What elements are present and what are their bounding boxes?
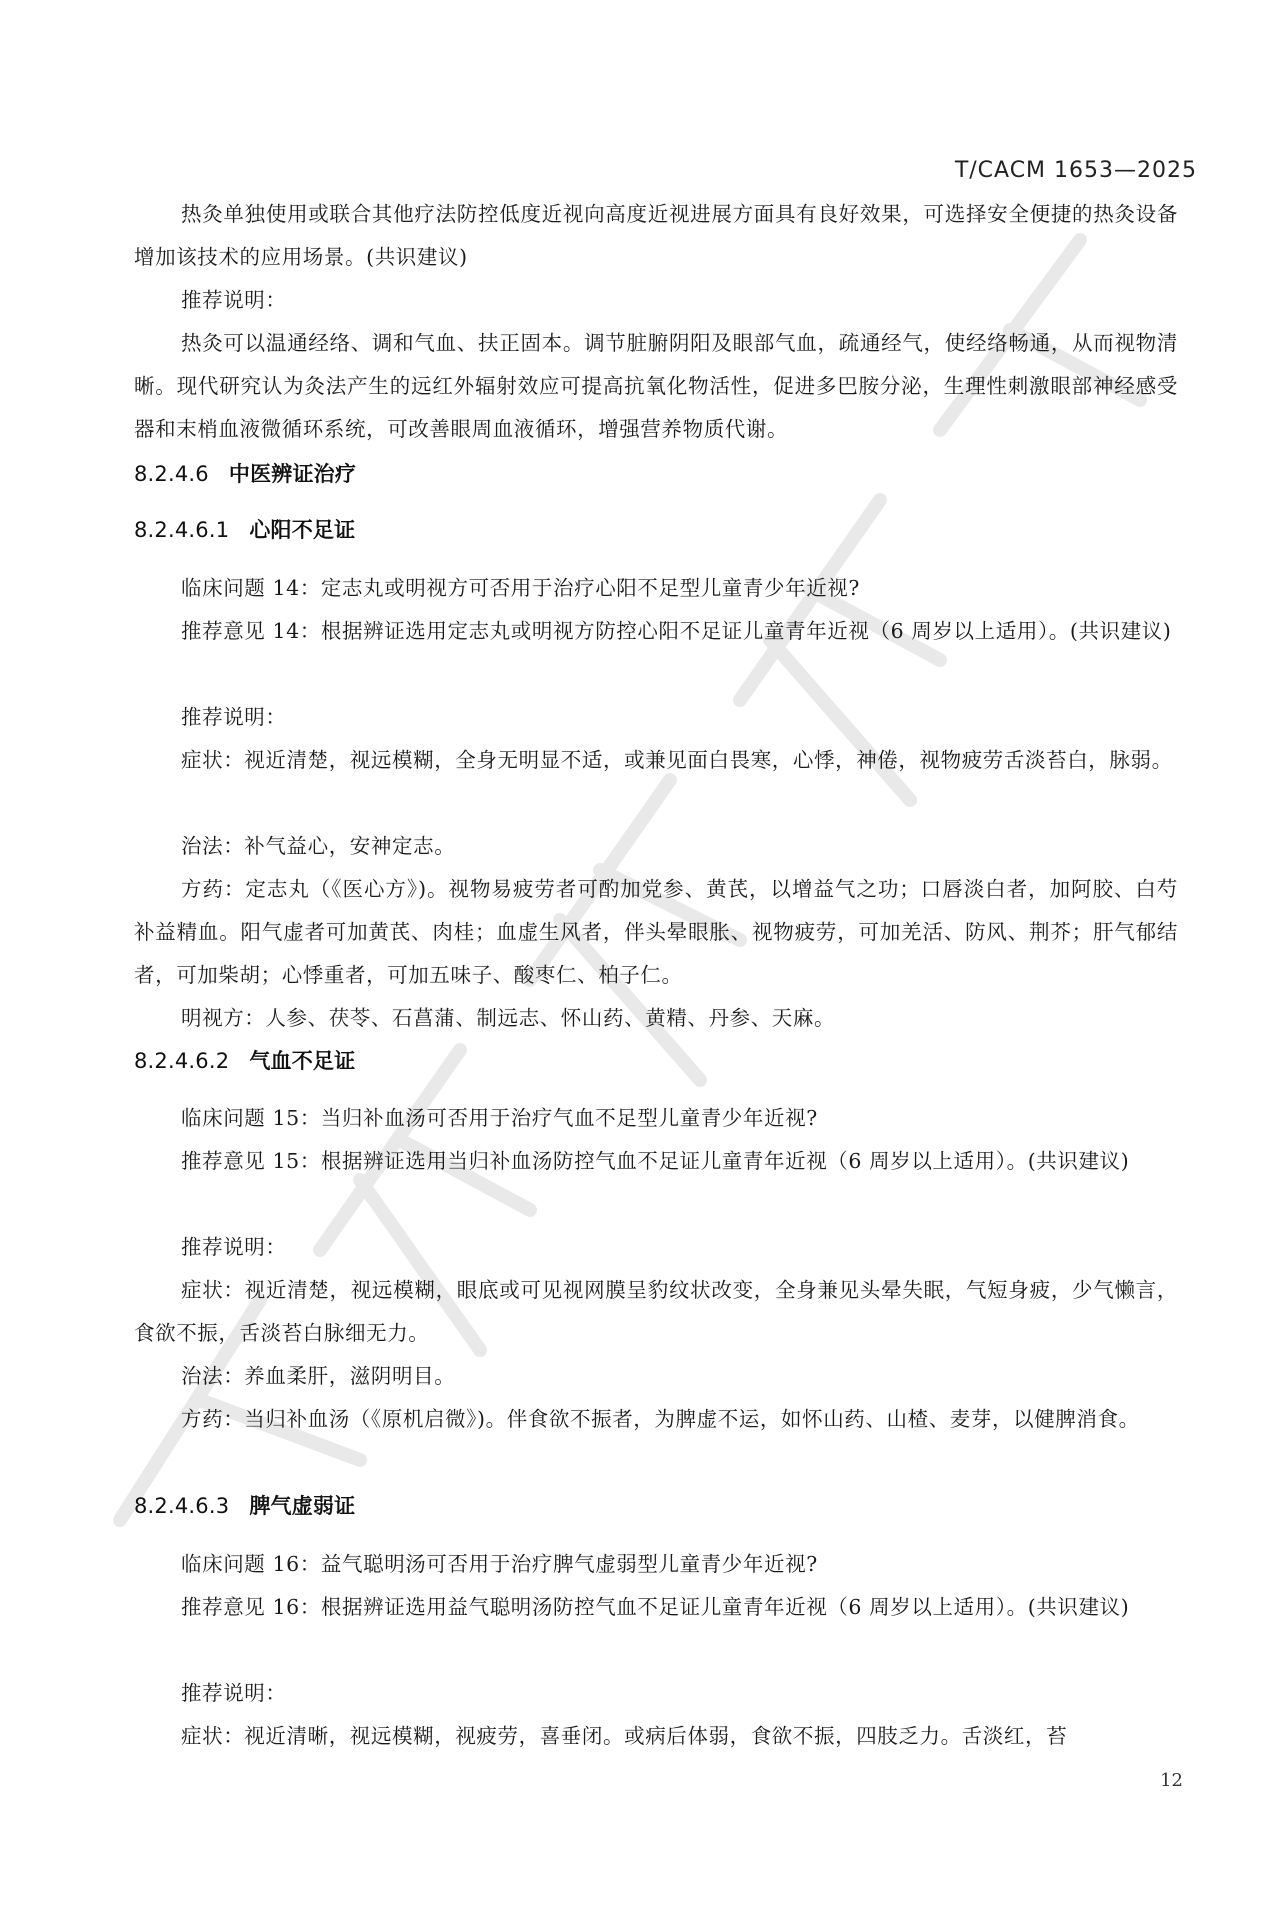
symptoms-paragraph: 症状：视近清楚，视远模糊，眼底或可见视网膜呈豹纹状改变，全身兼见头晕失眠，气短身疲，少气懒言，食欲不振，舌淡苔白脉细无力。	[134, 1278, 1178, 1345]
section-heading-spleen-qi	[134, 1491, 355, 1521]
recommendation-16: 推荐意见 16：根据辨证选用益气聪明汤防控气血不足证儿童青年近视（6 周岁以上适用）。(共识建议)	[181, 1595, 1130, 1619]
section-title: 心阳不足证	[249, 518, 356, 542]
page-number: 12	[1160, 1770, 1183, 1791]
recommendation-14: 推荐意见 14：根据辨证选用定志丸或明视方防控心阳不足证儿童青年近视（6 周岁以上适用）。(共识建议)	[181, 619, 1172, 643]
recommendation-note-label: 推荐说明：	[181, 1681, 287, 1705]
recommendation-note-label: 推荐说明：	[181, 288, 287, 312]
prescription-paragraph: 方药：当归补血汤（《原机启微》)。伴食欲不振者，为脾虚不运，如怀山药、山楂、麦芽，以健脾消食。	[181, 1407, 1140, 1431]
section-number: 8.2.4.6.1	[134, 518, 230, 542]
treatment-method: 治法：补气益心，安神定志。	[181, 834, 456, 858]
clinical-question-16: 临床问题 16：益气聪明汤可否用于治疗脾气虚弱型儿童青少年近视?	[181, 1552, 818, 1576]
section-title: 中医辨证治疗	[228, 462, 357, 486]
section-title: 气血不足证	[249, 1049, 356, 1073]
section-title: 脾气虚弱证	[249, 1494, 356, 1518]
recommendation-note-label: 推荐说明：	[181, 1235, 287, 1259]
treatment-method: 治法：养血柔肝，滋阴明目。	[181, 1364, 456, 1388]
paragraph-hot-moxibustion: 热灸单独使用或联合其他疗法防控低度近视向高度近视进展方面具有良好效果，可选择安全便捷的热灸设备增加该技术的应用场景。(共识建议)	[134, 202, 1178, 269]
section-heading-qi-blood	[134, 1046, 355, 1076]
section-number: 8.2.4.6.3	[134, 1494, 230, 1518]
section-number: 8.2.4.6	[134, 462, 209, 486]
section-heading-tcm-treatment	[134, 459, 356, 489]
recommendation-note-label: 推荐说明：	[181, 705, 287, 729]
paragraph-moxibustion-explanation: 热灸可以温通经络、调和气血、扶正固本。调节脏腑阴阳及眼部气血，疏通经气，使经络畅通，从而视物清晰。现代研究认为灸法产生的远红外辐射效应可提高抗氧化物活性，促进多巴胺分泌，生理性刺激眼部神经感受器和末梢血液微循环系统，可改善眼周血液循环，增强营养物质代谢。	[134, 331, 1178, 441]
symptoms-paragraph: 症状：视近清楚，视远模糊，全身无明显不适，或兼见面白畏寒，心悸，神倦，视物疲劳舌淡苔白，脉弱。	[181, 748, 1173, 772]
recommendation-15: 推荐意见 15：根据辨证选用当归补血汤防控气血不足证儿童青年近视（6 周岁以上适用）。(共识建议)	[181, 1149, 1130, 1173]
document-code: T/CACM 1653—2025	[954, 158, 1197, 183]
prescription-paragraph: 方药：定志丸（《医心方》)。视物易疲劳者可酌加党参、黄芪，以增益气之功；口唇淡白者，加阿胶、白芍补益精血。阳气虚者可加黄芪、肉桂；血虚生风者，伴头晕眼胀、视物疲劳，可加羌活、防风、荆芥；肝气郁结者，可加柴胡；心悸重者，可加五味子、酸枣仁、柏子仁。	[134, 877, 1178, 987]
symptoms-paragraph: 症状：视近清晰，视远模糊，视疲劳，喜垂闭。或病后体弱，食欲不振，四肢乏力。舌淡红，苔	[181, 1724, 1068, 1748]
section-heading-heart-yang	[134, 515, 355, 545]
clinical-question-15: 临床问题 15：当归补血汤可否用于治疗气血不足型儿童青少年近视?	[181, 1106, 818, 1130]
mingshi-formula: 明视方：人参、茯苓、石菖蒲、制远志、怀山药、黄精、丹参、天麻。	[181, 1006, 836, 1030]
section-number: 8.2.4.6.2	[134, 1049, 230, 1073]
clinical-question-14: 临床问题 14：定志丸或明视方可否用于治疗心阳不足型儿童青少年近视?	[181, 576, 860, 600]
